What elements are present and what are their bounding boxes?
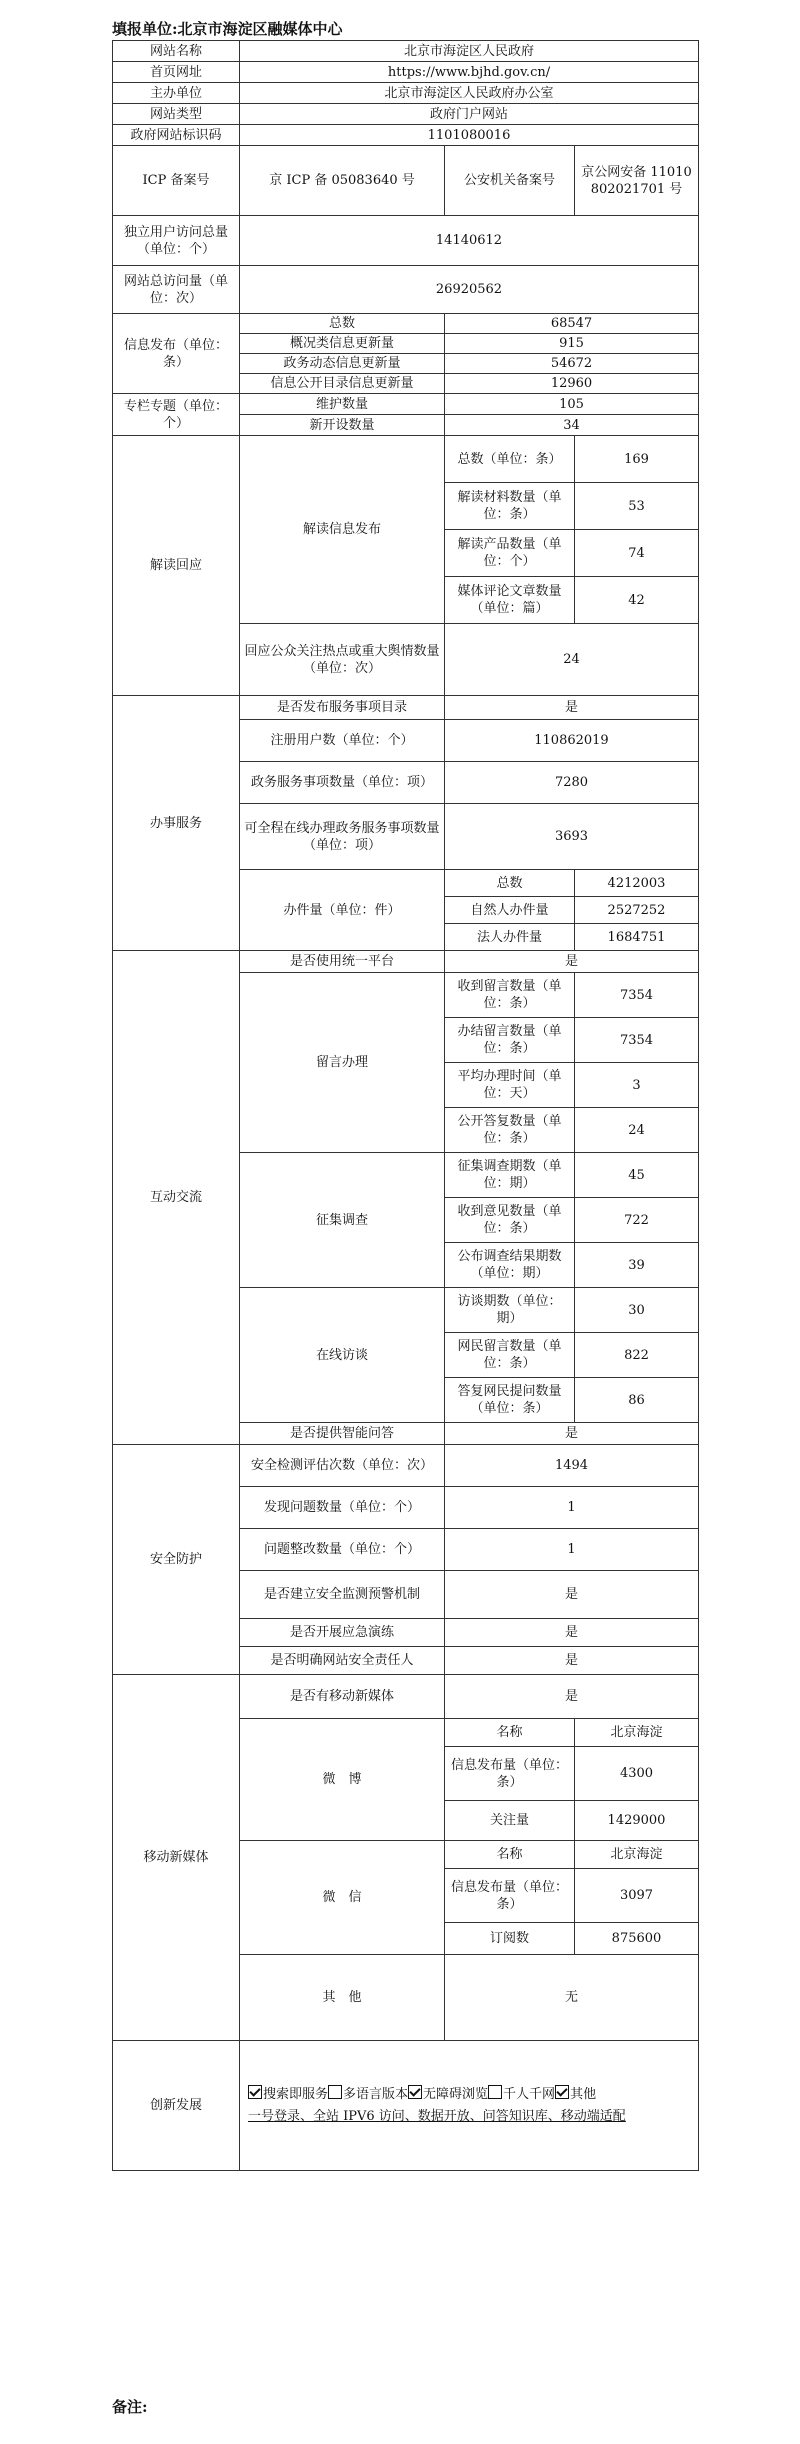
special-row-label: 新开设数量 (240, 415, 445, 436)
service-label: 办事服务 (113, 696, 240, 951)
interact-unified-value: 是 (445, 951, 699, 973)
other-media-label: 其 他 (240, 1955, 445, 2041)
interact-label: 互动交流 (113, 951, 240, 1445)
service-volume-row-label: 总数 (445, 870, 575, 897)
interp-row-label: 总数（单位：条） (445, 436, 575, 483)
sponsor-value: 北京市海淀区人民政府办公室 (240, 83, 699, 104)
interact-survey-row-label: 收到意见数量（单位：条） (445, 1198, 575, 1243)
wechat-row-value: 北京海淀 (575, 1841, 699, 1869)
option-multilingual: 多语言版本 (328, 2087, 408, 2102)
filing-unit: 填报单位:北京市海淀区融媒体中心 (112, 20, 343, 38)
uv-label: 独立用户访问总量（单位：个） (113, 216, 240, 266)
interp-label: 解读回应 (113, 436, 240, 696)
interact-talk-row-value: 30 (575, 1288, 699, 1333)
security-row-label: 是否建立安全监测预警机制 (240, 1571, 445, 1619)
security-row-value: 是 (445, 1571, 699, 1619)
security-label: 安全防护 (113, 1445, 240, 1675)
mobile-has-label: 是否有移动新媒体 (240, 1675, 445, 1719)
interact-msg-row-value: 7354 (575, 1018, 699, 1063)
service-users-value: 110862019 (445, 720, 699, 762)
wechat-row-value: 875600 (575, 1923, 699, 1955)
info-row-label: 总数 (240, 314, 445, 334)
innovation-label: 创新发展 (113, 2041, 240, 2171)
interact-msg-row-label: 平均办理时间（单位：天） (445, 1063, 575, 1108)
interact-talk-row-value: 822 (575, 1333, 699, 1378)
service-volume-row-label: 法人办件量 (445, 924, 575, 951)
site-type-label: 网站类型 (113, 104, 240, 125)
police-value: 京公网安备 11010802021701 号 (575, 146, 699, 216)
site-id-label: 政府网站标识码 (113, 125, 240, 146)
interact-talk-row-label: 答复网民提问数量（单位：条） (445, 1378, 575, 1423)
mobile-has-value: 是 (445, 1675, 699, 1719)
pv-value: 26920562 (240, 266, 699, 314)
police-label: 公安机关备案号 (445, 146, 575, 216)
innovation-other-text: 一号登录、全站 IPV6 访问、数据开放、问答知识库、移动端适配 (248, 2108, 626, 2124)
special-row-label: 维护数量 (240, 394, 445, 415)
interp-row-label: 解读材料数量（单位：条） (445, 483, 575, 530)
service-online-label: 可全程在线办理政务服务事项数量（单位：项） (240, 804, 445, 870)
pv-label: 网站总访问量（单位：次） (113, 266, 240, 314)
info-row-value: 68547 (445, 314, 699, 334)
option-accessibility: 无障碍浏览 (408, 2087, 488, 2102)
interact-msg-row-label: 公开答复数量（单位：条） (445, 1108, 575, 1153)
service-volume-row-label: 自然人办件量 (445, 897, 575, 924)
special-row-value: 105 (445, 394, 699, 415)
interp-row-value: 169 (575, 436, 699, 483)
interact-survey-row-value: 722 (575, 1198, 699, 1243)
interact-qa-value: 是 (445, 1423, 699, 1445)
special-row-value: 34 (445, 415, 699, 436)
site-id-value: 1101080016 (240, 125, 699, 146)
service-volume-label: 办件量（单位：件） (240, 870, 445, 951)
interact-msg-label: 留言办理 (240, 973, 445, 1153)
info-label: 信息发布（单位：条） (113, 314, 240, 394)
interact-talk-row-label: 访谈期数（单位：期） (445, 1288, 575, 1333)
special-label: 专栏专题（单位：个） (113, 394, 240, 436)
security-row-label: 是否明确网站安全责任人 (240, 1647, 445, 1675)
weibo-row-label: 信息发布量（单位：条） (445, 1747, 575, 1801)
interact-talk-label: 在线访谈 (240, 1288, 445, 1423)
home-url-label: 首页网址 (113, 62, 240, 83)
interact-talk-row-label: 网民留言数量（单位：条） (445, 1333, 575, 1378)
security-row-label: 安全检测评估次数（单位：次） (240, 1445, 445, 1487)
site-name-label: 网站名称 (113, 41, 240, 62)
interp-row-label: 媒体评论文章数量（单位：篇） (445, 577, 575, 624)
interp-row-value: 53 (575, 483, 699, 530)
interact-survey-label: 征集调查 (240, 1153, 445, 1288)
wechat-row-label: 名称 (445, 1841, 575, 1869)
interp-row-value: 42 (575, 577, 699, 624)
info-row-label: 信息公开目录信息更新量 (240, 374, 445, 394)
site-type-value: 政府门户网站 (240, 104, 699, 125)
interact-survey-row-value: 39 (575, 1243, 699, 1288)
service-catalog-label: 是否发布服务事项目录 (240, 696, 445, 720)
wechat-row-label: 信息发布量（单位：条） (445, 1869, 575, 1923)
mobile-label: 移动新媒体 (113, 1675, 240, 2041)
service-volume-row-value: 4212003 (575, 870, 699, 897)
uv-value: 14140612 (240, 216, 699, 266)
interp-row-label: 解读产品数量（单位：个） (445, 530, 575, 577)
interp-sub-label: 解读信息发布 (240, 436, 445, 624)
service-volume-row-value: 2527252 (575, 897, 699, 924)
service-items-value: 7280 (445, 762, 699, 804)
weibo-row-value: 1429000 (575, 1801, 699, 1841)
option-other: 其他 (555, 2087, 596, 2102)
weibo-label: 微 博 (240, 1719, 445, 1841)
interact-msg-row-label: 收到留言数量（单位：条） (445, 973, 575, 1018)
wechat-row-label: 订阅数 (445, 1923, 575, 1955)
service-volume-row-value: 1684751 (575, 924, 699, 951)
interact-survey-row-label: 公布调查结果期数（单位：期） (445, 1243, 575, 1288)
service-users-label: 注册用户数（单位：个） (240, 720, 445, 762)
checkbox-checked (408, 2085, 422, 2099)
interact-survey-row-value: 45 (575, 1153, 699, 1198)
interact-msg-row-value: 24 (575, 1108, 699, 1153)
icp-label: ICP 备案号 (113, 146, 240, 216)
weibo-row-label: 名称 (445, 1719, 575, 1747)
interact-msg-row-value: 7354 (575, 973, 699, 1018)
info-row-label: 概况类信息更新量 (240, 334, 445, 354)
option-personalized: 千人千网 (488, 2087, 555, 2102)
checkbox-unchecked (488, 2085, 502, 2099)
security-row-value: 是 (445, 1647, 699, 1675)
report-table-frame (112, 40, 698, 2171)
weibo-row-label: 关注量 (445, 1801, 575, 1841)
checkbox-checked (248, 2085, 262, 2099)
interact-survey-row-label: 征集调查期数（单位：期） (445, 1153, 575, 1198)
interp-row-value: 74 (575, 530, 699, 577)
security-row-value: 1494 (445, 1445, 699, 1487)
security-row-value: 1 (445, 1487, 699, 1529)
site-name-value: 北京市海淀区人民政府 (240, 41, 699, 62)
report-table (112, 40, 699, 2171)
home-url-value: https://www.bjhd.gov.cn/ (240, 62, 699, 83)
option-search-as-service: 搜索即服务 (248, 2087, 328, 2102)
info-row-label: 政务动态信息更新量 (240, 354, 445, 374)
interp-hot-label: 回应公众关注热点或重大舆情数量（单位：次） (240, 624, 445, 696)
interact-qa-label: 是否提供智能问答 (240, 1423, 445, 1445)
innovation-options (240, 2041, 699, 2171)
wechat-row-value: 3097 (575, 1869, 699, 1923)
interp-hot-value: 24 (445, 624, 699, 696)
service-online-value: 3693 (445, 804, 699, 870)
info-row-value: 915 (445, 334, 699, 354)
info-row-value: 54672 (445, 354, 699, 374)
sponsor-label: 主办单位 (113, 83, 240, 104)
security-row-value: 1 (445, 1529, 699, 1571)
other-media-value: 无 (445, 1955, 699, 2041)
security-row-label: 是否开展应急演练 (240, 1619, 445, 1647)
weibo-row-value: 北京海淀 (575, 1719, 699, 1747)
service-items-label: 政务服务事项数量（单位：项） (240, 762, 445, 804)
interact-unified-label: 是否使用统一平台 (240, 951, 445, 973)
interact-talk-row-value: 86 (575, 1378, 699, 1423)
weibo-row-value: 4300 (575, 1747, 699, 1801)
checkbox-unchecked (328, 2085, 342, 2099)
security-row-label: 问题整改数量（单位：个） (240, 1529, 445, 1571)
wechat-label: 微 信 (240, 1841, 445, 1955)
info-row-value: 12960 (445, 374, 699, 394)
service-catalog-value: 是 (445, 696, 699, 720)
checkbox-checked (555, 2085, 569, 2099)
interact-msg-row-value: 3 (575, 1063, 699, 1108)
interact-msg-row-label: 办结留言数量（单位：条） (445, 1018, 575, 1063)
remarks-label: 备注: (112, 2398, 148, 2416)
security-row-value: 是 (445, 1619, 699, 1647)
security-row-label: 发现问题数量（单位：个） (240, 1487, 445, 1529)
icp-value: 京 ICP 备 05083640 号 (240, 146, 445, 216)
